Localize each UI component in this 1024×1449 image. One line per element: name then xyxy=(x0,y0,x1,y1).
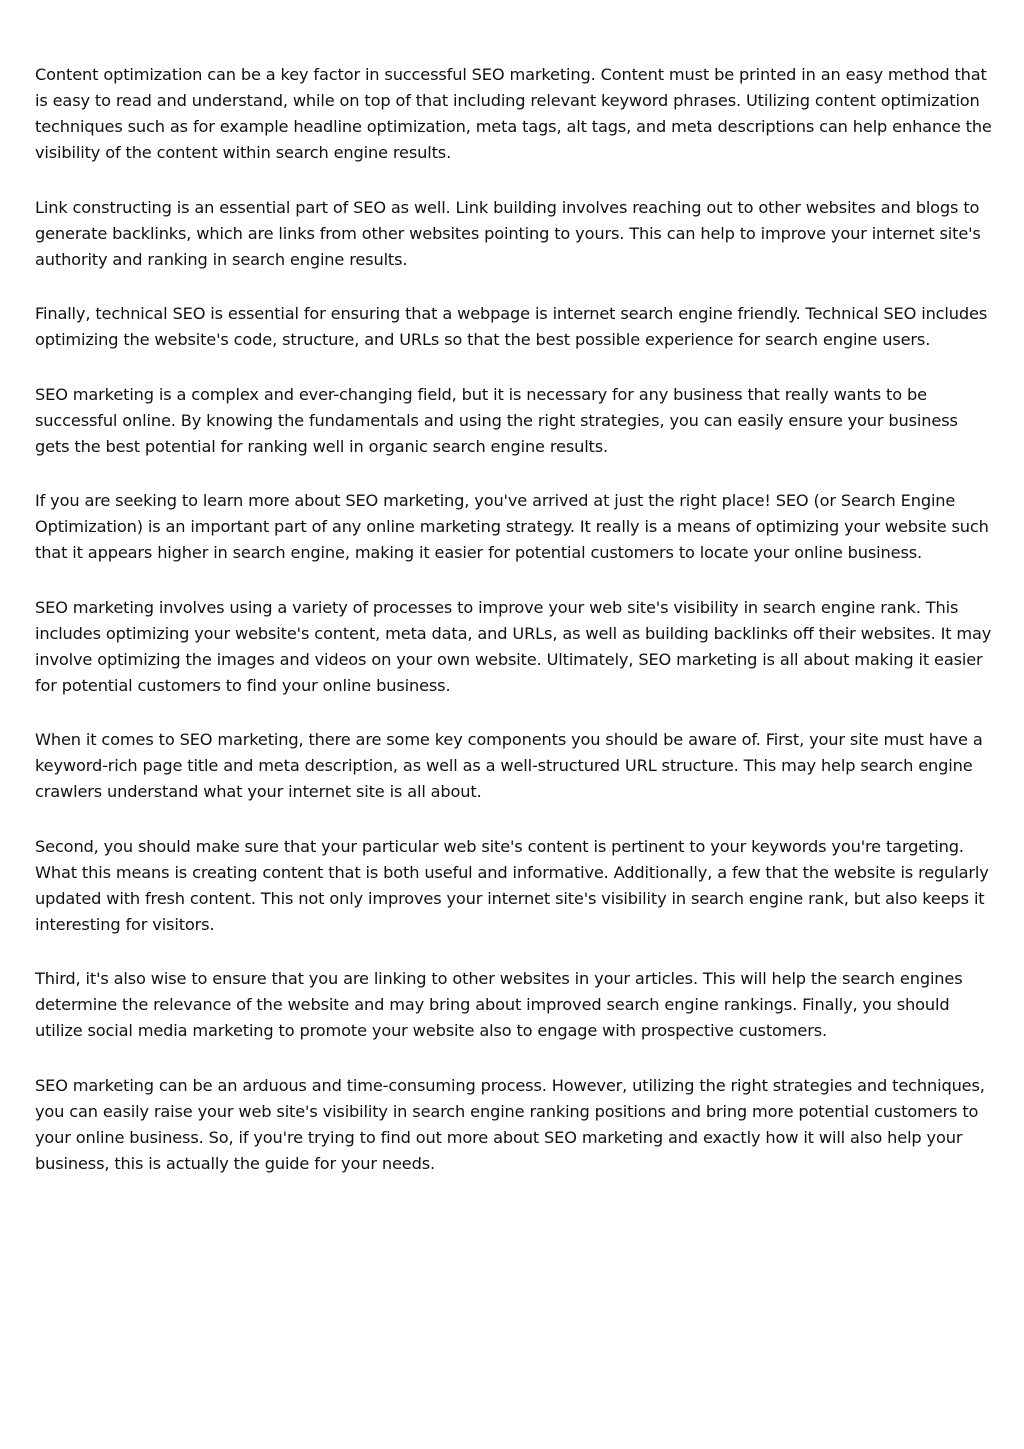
paragraph-processes: SEO marketing involves using a variety of processes to improve your web site's visibility in search engine rank. This includes optimizing your website's content, meta data, and URLs, as well as building backlinks off their websites. It may involve optimizing the images and videos on your own website. Ultimately, SEO marketing is all about making it easier for potential customers to find your online business. xyxy=(35,597,992,695)
paragraph-learn-more: If you are seeking to learn more about SEO marketing, you've arrived at just the right place! SEO (or Search Engine Optimization) is an important part of any online marketing strategy. It really is a means of optimizing your website such that it appears higher in search engine, making it easier for potential customers to locate your online business. xyxy=(35,491,989,562)
paragraph-technical-seo: Finally, technical SEO is essential for ensuring that a webpage is internet search engine friendly. Technical SEO includes optimizing the website's code, structure, and URLs so that the best possible experience for search engine users. xyxy=(35,304,988,349)
document-body xyxy=(35,62,993,1205)
paragraph-content-optimization: Content optimization can be a key factor in successful SEO marketing. Content must be printed in an easy method that is easy to read and understand, while on top of that including relevant keyword phrases. Utilizing content optimization techniques such as for example headline optimization, meta tags, alt tags, and meta descriptions can help enhance the visibility of the content within search engine results. xyxy=(35,65,992,162)
paragraph-seo-complex-field: SEO marketing is a complex and ever-changing field, but it is necessary for any business that really wants to be successful online. By knowing the fundamentals and using the right strategies, you can easily ensure your business gets the best potential for ranking well in organic search engine results. xyxy=(35,384,958,456)
paragraph-linking-social: Third, it's also wise to ensure that you are linking to other websites in your articles. This will help the search engines determine the relevance of the website and may bring about improved search engine rankings. Finally, you should utilize social media marketing to promote your website also to engage with prospective customers. xyxy=(35,969,963,1040)
paragraph-key-components: When it comes to SEO marketing, there are some key components you should be aware of. First, your site must have a keyword-rich page title and meta description, as well as a well-structured URL structure. This may help search engine crawlers understand what your internet site is all about. xyxy=(35,730,983,801)
paragraph-relevant-content: Second, you should make sure that your particular web site's content is pertinent to your keywords you're targeting. What this means is creating content that is both useful and informative. Additionally, a few that the website is regularly updated with fresh content. This not only improves your internet site's visibility in search engine rank, but also keeps it interesting for visitors. xyxy=(35,836,989,934)
paragraph-conclusion: SEO marketing can be an arduous and time-consuming process. However, utilizing the right strategies and techniques, you can easily raise your web site's visibility in search engine ranking positions and bring more potential customers to your online business. So, if you're trying to find out more about SEO marketing and exactly how it will also help your business, this is actually the guide for your needs. xyxy=(35,1075,985,1173)
paragraph-link-building: Link constructing is an essential part of SEO as well. Link building involves reaching out to other websites and blogs to generate backlinks, which are links from other websites pointing to yours. This can help to improve your internet site's authority and ranking in search engine results. xyxy=(35,197,981,269)
